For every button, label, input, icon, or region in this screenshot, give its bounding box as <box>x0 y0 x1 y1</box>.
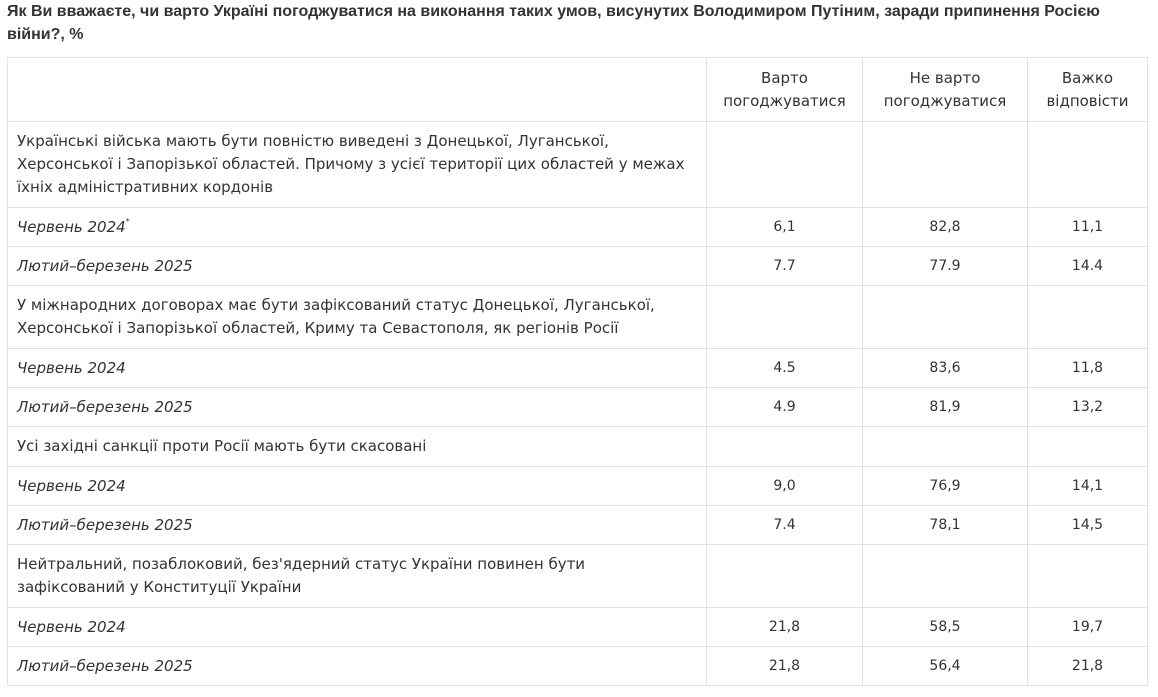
table-row <box>8 467 1148 506</box>
value-cell: 77.9 <box>863 247 1028 286</box>
table-row <box>8 608 1148 647</box>
value-cell: 81,9 <box>863 388 1028 427</box>
empty-cell <box>1028 427 1148 467</box>
column-header: Не варто погоджуватися <box>863 58 1028 122</box>
empty-cell <box>707 122 863 208</box>
value-cell: 4.5 <box>707 349 863 388</box>
header-empty-cell <box>8 58 707 122</box>
empty-cell <box>863 427 1028 467</box>
value-cell: 13,2 <box>1028 388 1148 427</box>
value-cell: 58,5 <box>863 608 1028 647</box>
value-cell: 14,1 <box>1028 467 1148 506</box>
value-cell: 76,9 <box>863 467 1028 506</box>
table-row <box>8 349 1148 388</box>
empty-cell <box>863 286 1028 349</box>
empty-cell <box>1028 545 1148 608</box>
period-label <box>8 208 707 247</box>
table-row <box>8 647 1148 686</box>
footnote-mark: * <box>125 216 130 226</box>
question-text: У міжнародних договорах має бути зафіксований статус Донецької, Луганської, Херсонської і Запорізької областей, Криму та Севастополя, як регіонів Росії <box>8 286 707 349</box>
question-row <box>8 286 1148 349</box>
period-label-text: Червень 2024 <box>17 217 126 236</box>
question-text: Українські війська мають бути повністю виведені з Донецької, Луганської, Херсонської і Запорізької областей. Причому з усієї території цих областей у межах їхніх адміністративних кордонів <box>8 122 707 208</box>
question-row <box>8 427 1148 467</box>
period-label: Червень 2024 <box>8 467 707 506</box>
value-cell: 83,6 <box>863 349 1028 388</box>
empty-cell <box>707 286 863 349</box>
value-cell: 82,8 <box>863 208 1028 247</box>
value-cell: 14.4 <box>1028 247 1148 286</box>
empty-cell <box>707 427 863 467</box>
column-header: Важко відповісти <box>1028 58 1148 122</box>
table-row <box>8 506 1148 545</box>
question-row <box>8 545 1148 608</box>
value-cell: 21,8 <box>707 608 863 647</box>
table-row <box>8 208 1148 247</box>
value-cell: 9,0 <box>707 467 863 506</box>
empty-cell <box>863 122 1028 208</box>
value-cell: 7.7 <box>707 247 863 286</box>
column-header: Варто погоджуватися <box>707 58 863 122</box>
period-label: Лютий–березень 2025 <box>8 506 707 545</box>
question-row <box>8 122 1148 208</box>
period-label: Червень 2024 <box>8 349 707 388</box>
period-label: Лютий–березень 2025 <box>8 647 707 686</box>
empty-cell <box>1028 286 1148 349</box>
table-row <box>8 247 1148 286</box>
table-header-row <box>8 58 1148 122</box>
value-cell: 21,8 <box>707 647 863 686</box>
value-cell: 56,4 <box>863 647 1028 686</box>
value-cell: 14,5 <box>1028 506 1148 545</box>
value-cell: 4.9 <box>707 388 863 427</box>
table-row <box>8 388 1148 427</box>
value-cell: 78,1 <box>863 506 1028 545</box>
value-cell: 6,1 <box>707 208 863 247</box>
question-text: Нейтральний, позаблоковий, без'ядерний статус України повинен бути зафіксований у Конституції України <box>8 545 707 608</box>
survey-table <box>7 57 1148 686</box>
empty-cell <box>707 545 863 608</box>
period-label: Червень 2024 <box>8 608 707 647</box>
empty-cell <box>863 545 1028 608</box>
value-cell: 11,1 <box>1028 208 1148 247</box>
empty-cell <box>1028 122 1148 208</box>
value-cell: 7.4 <box>707 506 863 545</box>
page-title: Як Ви вважаєте, чи варто Україні погоджуватися на виконання таких умов, висунутих Володимиром Путіним, заради припинення Росією війни?, % <box>7 3 1100 43</box>
value-cell: 21,8 <box>1028 647 1148 686</box>
value-cell: 19,7 <box>1028 608 1148 647</box>
question-text: Усі західні санкції проти Росії мають бути скасовані <box>8 427 707 467</box>
period-label: Лютий–березень 2025 <box>8 388 707 427</box>
value-cell: 11,8 <box>1028 349 1148 388</box>
period-label: Лютий–березень 2025 <box>8 247 707 286</box>
